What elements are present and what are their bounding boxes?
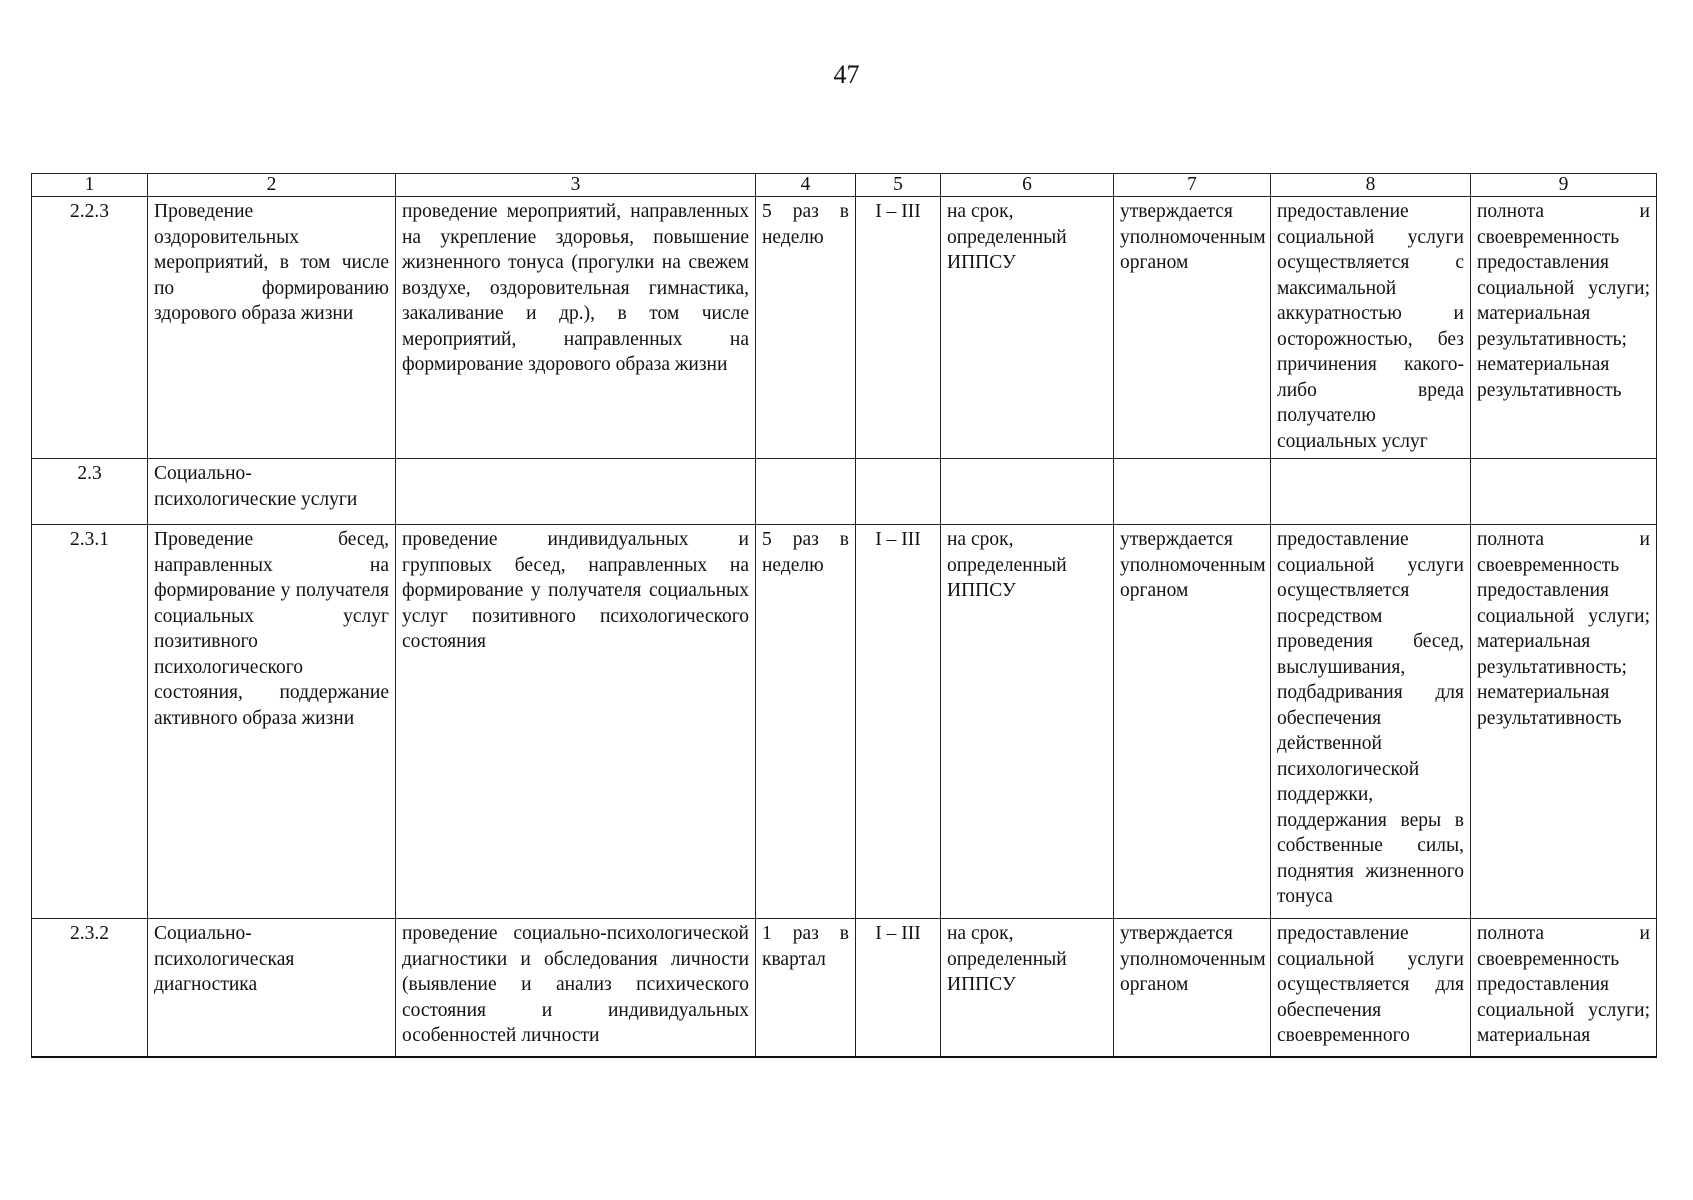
service-name: Социально-психологическая диагностика [148, 919, 396, 1057]
service-groups: I – III [856, 525, 941, 919]
column-number: 8 [1271, 174, 1471, 197]
service-quality [1471, 459, 1657, 525]
service-conditions: предоставление социальной услуги осуществляется с максимальной аккуратностью и осторожностью, без причинения какого-либо вреда получателю социальных услуг [1271, 197, 1471, 459]
service-groups: I – III [856, 197, 941, 459]
column-number: 6 [941, 174, 1114, 197]
table-row [32, 459, 1657, 525]
service-groups [856, 459, 941, 525]
column-number: 9 [1471, 174, 1657, 197]
section-name: Социально-психологические услуги [148, 459, 396, 525]
service-term: на срок, определенный ИППСУ [941, 525, 1114, 919]
service-conditions [1271, 459, 1471, 525]
service-number: 2.3.2 [32, 919, 148, 1057]
service-frequency: 5 раз в неделю [756, 525, 856, 919]
page-number: 47 [833, 60, 860, 89]
service-quality: полнота и своевременность предоставления социальной услуги; материальная результативность; нематериальная результативность [1471, 525, 1657, 919]
column-number-row [32, 174, 1657, 197]
service-approval: утверждается уполномоченным органом [1114, 525, 1271, 919]
service-frequency: 1 раз в квартал [756, 919, 856, 1057]
column-number: 3 [396, 174, 756, 197]
table-row [32, 197, 1657, 459]
table-row [32, 919, 1657, 1057]
service-number: 2.3.1 [32, 525, 148, 919]
section-number: 2.3 [32, 459, 148, 525]
service-approval: утверждается уполномоченным органом [1114, 197, 1271, 459]
service-number: 2.2.3 [32, 197, 148, 459]
service-description: проведение социально-психологической диагностики и обследования личности (выявление и анализ психического состояния и индивидуальных особенностей личности [396, 919, 756, 1057]
column-number: 2 [148, 174, 396, 197]
service-frequency [756, 459, 856, 525]
service-term: на срок, определенный ИППСУ [941, 919, 1114, 1057]
service-frequency: 5 раз в неделю [756, 197, 856, 459]
service-description: проведение индивидуальных и групповых бесед, направленных на формирование у получателя социальных услуг позитивного психологического состояния [396, 525, 756, 919]
service-approval [1114, 459, 1271, 525]
column-number: 4 [756, 174, 856, 197]
services-table [31, 173, 1657, 1058]
service-description: проведение мероприятий, направленных на укрепление здоровья, повышение жизненного тонуса (прогулки на свежем воздухе, оздоровительная гимнастика, закаливание и др.), в том числе мероприятий, направленных на формирование здорового образа жизни [396, 197, 756, 459]
service-name: Проведение оздоровительных мероприятий, в том числе по формированию здорового образа жизни [148, 197, 396, 459]
table-row [32, 525, 1657, 919]
service-conditions: предоставление социальной услуги осуществляется для обеспечения своевременного [1271, 919, 1471, 1057]
service-term [941, 459, 1114, 525]
column-number: 1 [32, 174, 148, 197]
service-quality: полнота и своевременность предоставления социальной услуги; материальная результативность; нематериальная результативность [1471, 197, 1657, 459]
service-groups: I – III [856, 919, 941, 1057]
service-approval: утверждается уполномоченным органом [1114, 919, 1271, 1057]
service-term: на срок, определенный ИППСУ [941, 197, 1114, 459]
service-conditions: предоставление социальной услуги осуществляется посредством проведения бесед, выслушивания, подбадривания для обеспечения действенной психологической поддержки, поддержания веры в собственные силы, поднятия жизненного тонуса [1271, 525, 1471, 919]
column-number: 5 [856, 174, 941, 197]
service-quality: полнота и своевременность предоставления социальной услуги; материальная [1471, 919, 1657, 1057]
service-name: Проведение бесед, направленных на формирование у получателя социальных услуг позитивного психологического состояния, поддержание активного образа жизни [148, 525, 396, 919]
column-number: 7 [1114, 174, 1271, 197]
service-description [396, 459, 756, 525]
